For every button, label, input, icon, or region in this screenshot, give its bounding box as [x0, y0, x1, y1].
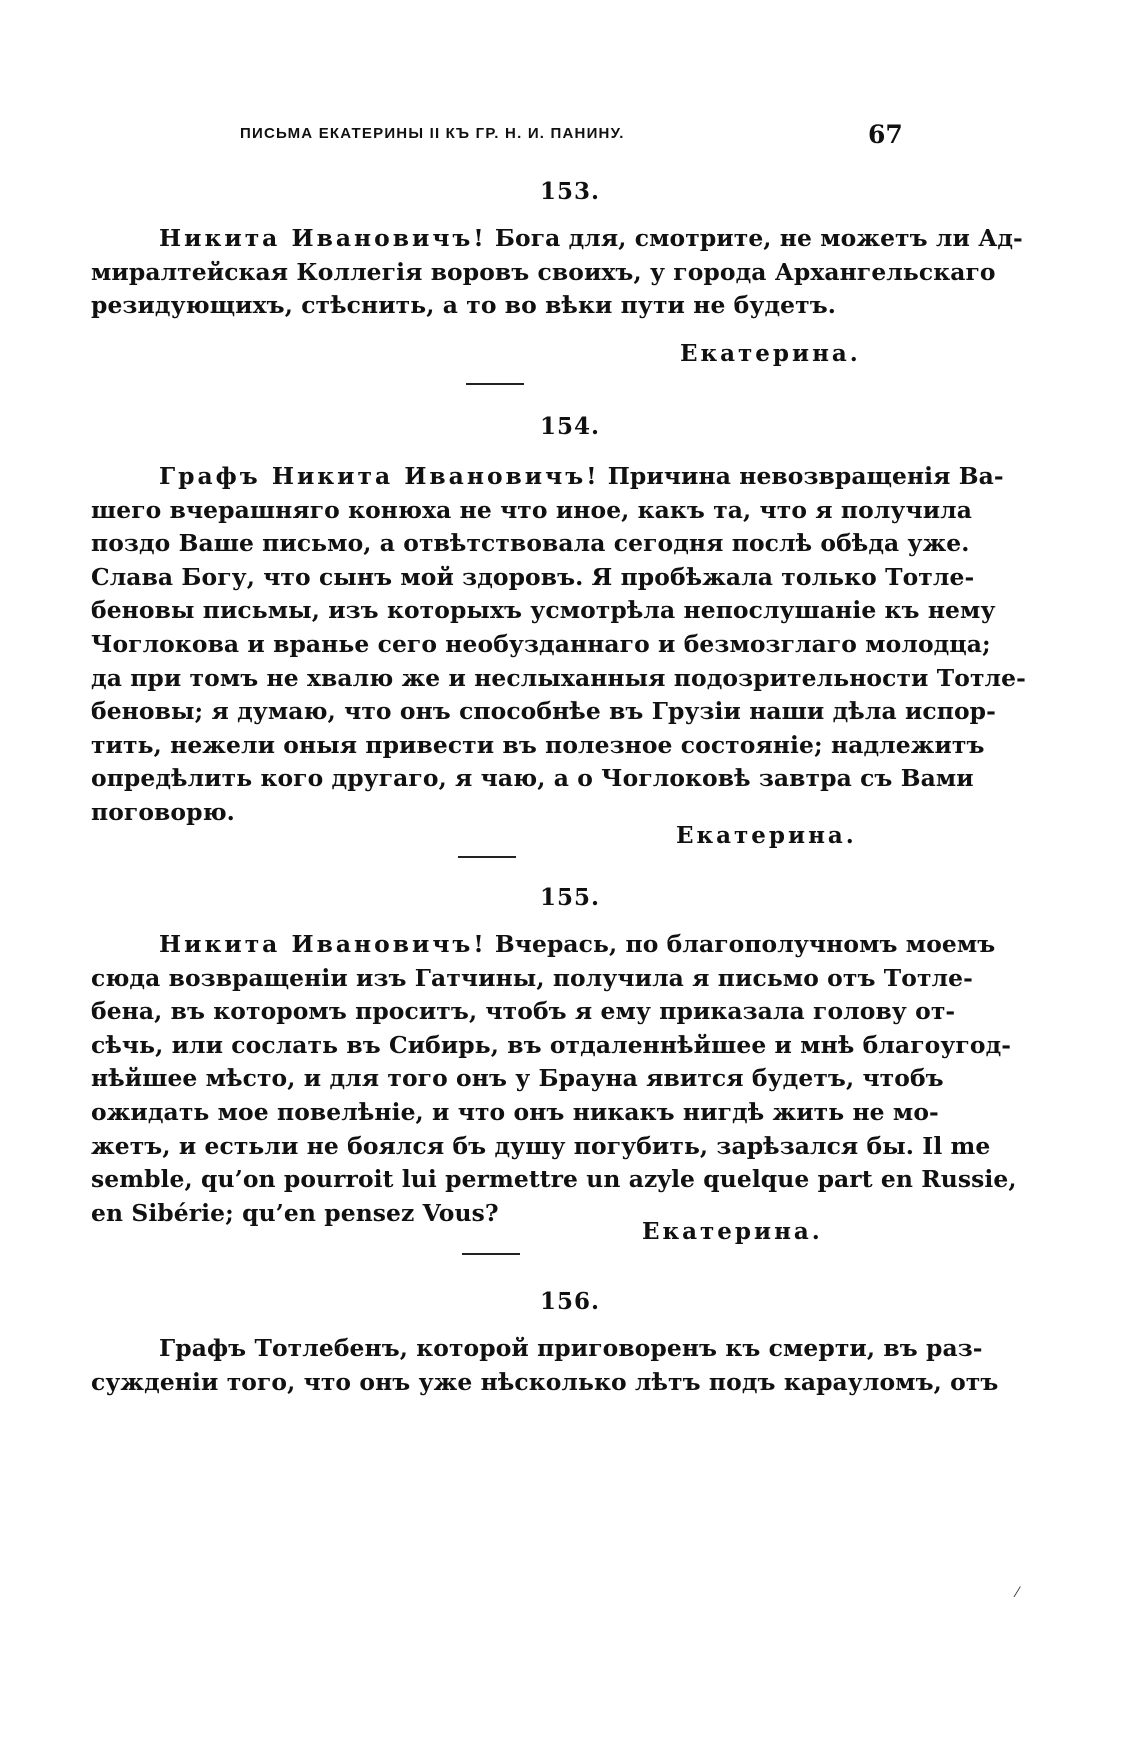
text-line: тить, нежели оныя привести въ полезное состояніе; надлежитъ	[91, 730, 985, 759]
page-number: 67	[868, 120, 903, 149]
text-line	[91, 928, 996, 962]
text-line: опредѣлить кого другаго, я чаю, а о Чоглоковѣ завтра съ Вами	[91, 764, 974, 793]
letter-number: 154.	[539, 413, 601, 440]
text-line: semble, qu’on pourroit lui permettre un azyle quelque part en Russie,	[91, 1165, 1017, 1194]
text-line: шего вчерашняго конюха не что иное, какъ та, что я получила	[91, 495, 973, 524]
text-line: бена, въ которомъ проситъ, чтобъ я ему приказала голову от-	[91, 997, 956, 1026]
text-line: en Sibérie; qu’en pensez Vous?	[91, 1198, 499, 1227]
text-line: поздо Ваше письмо, а отвѣтствовала сегодня послѣ обѣда уже.	[91, 529, 970, 558]
text-run: Вчерась, по благополучномъ моемъ	[486, 930, 996, 958]
text-line: беновы письмы, изъ которыхъ усмотрѣла непослушаніе къ нему	[91, 596, 996, 625]
letter-text	[91, 928, 1017, 1230]
text-line: нѣйшее мѣсто, и для того онъ у Брауна явится будетъ, чтобъ	[91, 1064, 944, 1093]
salutation: Графъ Никита Ивановичъ!	[159, 462, 600, 490]
text-line: резидующихъ, стѣснить, а то во вѣки пути не будетъ.	[91, 291, 837, 320]
signature: Екатерина.	[680, 340, 861, 367]
signature: Екатерина.	[676, 822, 857, 849]
text-line: поговорю.	[91, 797, 235, 826]
running-title: ПИСЬМА ЕКАТЕРИНЫ II КЪ ГР. Н. И. ПАНИНУ.	[240, 125, 625, 142]
text-line: да при томъ не хвалю же и неслыханныя подозрительности Тотле-	[91, 663, 1026, 692]
letter-number: 156.	[539, 1288, 601, 1315]
text-line: сѣчь, или сослать въ Сибирь, въ отдаленнѣйшее и мнѣ благоугод-	[91, 1030, 1012, 1059]
text-line: Слава Богу, что сынъ мой здоровъ. Я пробѣжала только Тотле-	[91, 562, 975, 591]
text-line: беновы; я думаю, что онъ способнѣе въ Грузіи наши дѣла испор-	[91, 697, 996, 726]
text-line: Графъ Тотлебенъ, которой приговоренъ къ смерти, въ раз-	[159, 1334, 983, 1362]
letter-text	[91, 460, 1026, 830]
letter-number: 155.	[539, 884, 601, 911]
section-divider	[462, 1253, 520, 1255]
text-line: ожидать мое повелѣніе, и что онъ никакъ нигдѣ жить не мо-	[91, 1097, 939, 1126]
letter-text	[91, 222, 1023, 323]
letter-number: 153.	[539, 178, 601, 205]
text-line: сюда возвращеніи изъ Гатчины, получила я письмо отъ Тотле-	[91, 963, 973, 992]
text-line: жетъ, и естьли не боялся бъ душу погубить, зарѣзался бы. Il me	[91, 1131, 991, 1160]
text-line: сужденіи того, что онъ уже нѣсколько лѣтъ подъ карауломъ, отъ	[91, 1367, 999, 1396]
signature: Екатерина.	[642, 1218, 823, 1245]
text-run: Бога для, смотрите, не можетъ ли Ад-	[486, 224, 1023, 252]
margin-mark: ⁄	[1016, 1585, 1019, 1601]
text-line: Чоглокова и вранье сего необузданнаго и безмозглаго молодца;	[91, 629, 991, 658]
text-line	[91, 222, 1023, 256]
text-line: миралтейская Коллегія воровъ своихъ, у города Архангельскаго	[91, 257, 996, 286]
text-line	[91, 460, 1004, 494]
salutation: Никита Ивановичъ!	[159, 930, 487, 958]
section-divider	[466, 383, 524, 385]
section-divider	[458, 856, 516, 858]
text-run: Причина невозвращенія Ва-	[599, 462, 1004, 490]
letter-text	[91, 1332, 999, 1399]
salutation: Никита Ивановичъ!	[159, 224, 487, 252]
